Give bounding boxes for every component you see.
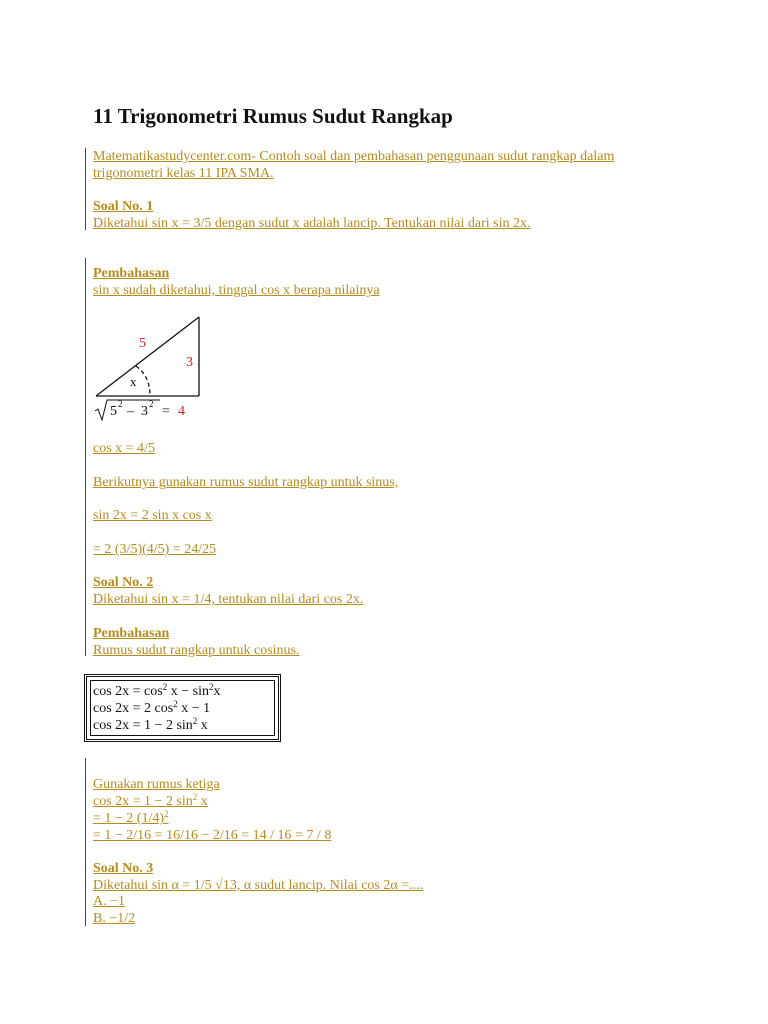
- soal1-step1[interactable]: sin x sudah diketahui, tinggal cos x berapa nilainya: [93, 283, 380, 298]
- soal2-pembahasan[interactable]: Pembahasan: [93, 626, 170, 641]
- box-formula-3: cos 2x = 1 − 2 $\sin^2 x$: [93, 716, 208, 733]
- soal3-question[interactable]: Diketahui sin α = 1/5 √13, α sudut lancip. Nilai cos 2α =....: [93, 878, 424, 893]
- intro-line-2[interactable]: trigonometri kelas 11 IPA SMA.: [93, 166, 274, 181]
- label-hypotenuse: 5: [139, 336, 146, 351]
- page-title: 11 Trigonometri Rumus Sudut Rangkap: [93, 104, 453, 128]
- sqrt-term-b: 3: [141, 404, 148, 419]
- sqrt-equals: =: [162, 404, 170, 419]
- soal2-line-3[interactable]: = 1 − 2/16 = 16/16 − 2/16 = 14 / 16 = 7 / 8: [93, 828, 332, 843]
- soal1-result[interactable]: = 2 (3/5)(4/5) = 24/25: [93, 542, 217, 557]
- soal1-question[interactable]: Diketahui sin x = 3/5 dengan sudut x adalah lancip. Tentukan nilai dari sin 2x.: [93, 216, 531, 231]
- sqrt-minus: –: [127, 404, 134, 419]
- soal2-use[interactable]: Gunakan rumus ketiga: [93, 777, 220, 792]
- soal2-heading[interactable]: Soal No. 2: [93, 575, 154, 590]
- margin-rule-1: [85, 148, 86, 230]
- soal1-cos[interactable]: cos x = 4/5: [93, 441, 155, 456]
- label-angle: x: [130, 374, 137, 389]
- soal3-heading[interactable]: Soal No. 3: [93, 861, 154, 876]
- margin-rule-3: [85, 758, 86, 926]
- soal1-heading[interactable]: Soal No. 1: [93, 199, 154, 214]
- soal1-pembahasan[interactable]: Pembahasan: [93, 266, 170, 281]
- soal1-formula[interactable]: sin 2x = 2 sin x cos x: [93, 508, 212, 523]
- margin-rule-2: [85, 258, 86, 656]
- soal3-option-b[interactable]: B. −1/2: [93, 911, 136, 926]
- intro-line-1[interactable]: Matematikastudycenter.com- Contoh soal dan pembahasan penggunaan sudut rangkap dalam: [93, 149, 615, 164]
- soal2-line-2[interactable]: = 1 − 2 $(1/4)^2$: [93, 809, 169, 826]
- soal1-next[interactable]: Berikutnya gunakan rumus sudut rangkap untuk sinus,: [93, 475, 399, 490]
- triangle-hypotenuse: [96, 317, 199, 396]
- label-opposite: 3: [186, 355, 193, 370]
- angle-arc: [136, 366, 150, 396]
- soal2-step1[interactable]: Rumus sudut rangkap untuk cosinus.: [93, 643, 300, 658]
- triangle-figure: [90, 310, 210, 425]
- soal2-line-1[interactable]: cos 2x = 1 − 2 $\sin^2 x$: [93, 792, 208, 809]
- sqrt-term-a: 5: [110, 404, 117, 419]
- sqrt-exp-b: 2: [149, 399, 154, 409]
- sqrt-exp-a: 2: [118, 399, 123, 409]
- soal3-option-a[interactable]: A. −1: [93, 894, 126, 909]
- sqrt-result: 4: [178, 404, 185, 419]
- box-formula-1: $\cos 2x = \cos^2 x - \sin^2x$: [93, 682, 221, 699]
- soal2-question[interactable]: Diketahui sin x = 1/4, tentukan nilai dari cos 2x.: [93, 592, 364, 607]
- box-formula-2: cos 2x = 2 $\cos^2 x - 1$: [93, 699, 211, 716]
